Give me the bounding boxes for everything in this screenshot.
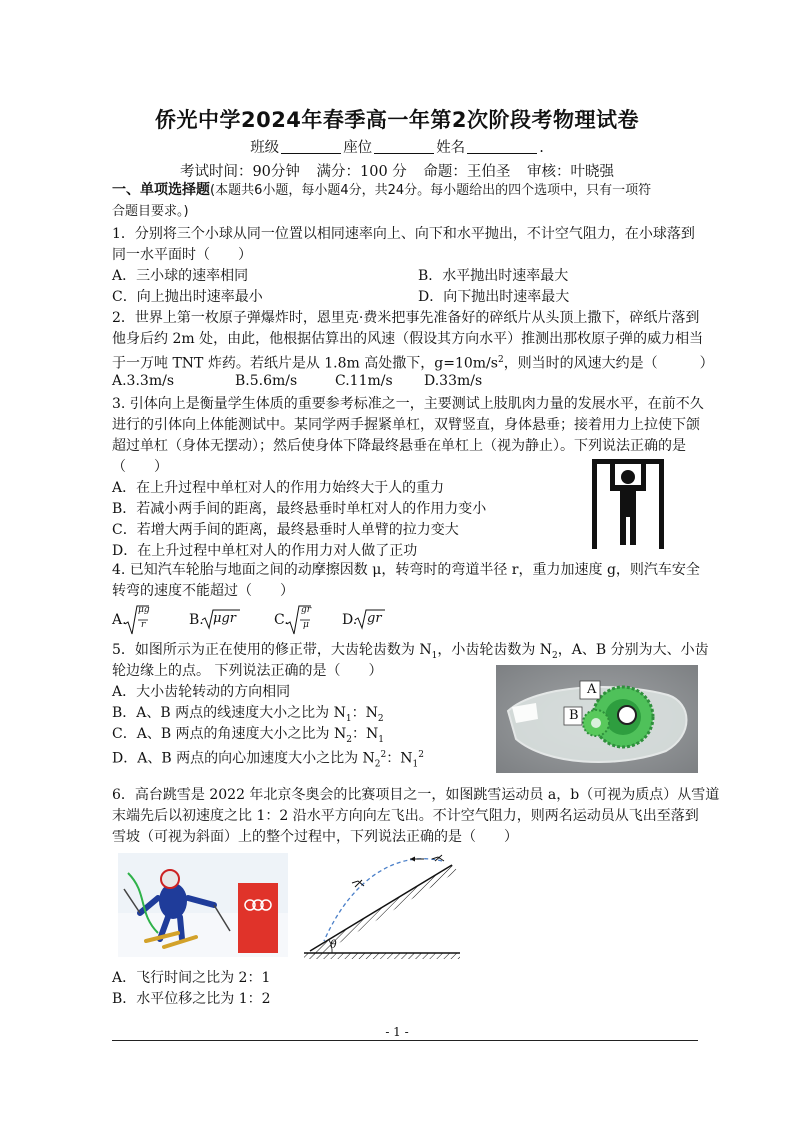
label-b: B xyxy=(569,708,579,723)
q5-option-a: A．大小齿轮转动的方向相同 xyxy=(112,684,291,700)
section-1-heading xyxy=(112,180,651,201)
q5-line1-b: ，小齿轮齿数为 N xyxy=(437,642,553,658)
q5-b-sub1: 1 xyxy=(345,713,352,724)
q4-option-d-label: D. xyxy=(342,612,358,628)
q5-d-sub2: 1 xyxy=(412,759,419,770)
footer-divider xyxy=(112,1040,698,1041)
q5-c-mid: ：N xyxy=(352,726,379,742)
angle-label: θ xyxy=(330,938,337,951)
head xyxy=(621,470,635,484)
red-flag xyxy=(238,883,278,953)
skier-helmet xyxy=(161,870,179,888)
exam-score: 满分：100 分 xyxy=(316,164,407,180)
q5-option-d xyxy=(112,745,424,775)
q6-option-a: A．飞行时间之比为 2：1 xyxy=(112,970,271,986)
section-1-note: (本题共6小题，每小题4分，共24分。每小题给出的四个选项中，只有一项符 xyxy=(210,183,652,198)
ground-hatching xyxy=(304,953,460,959)
q3-line2: 进行的引体向上体能测试中。某同学两手握紧单杠，双臂竖直，身体悬垂；接着用力上拉使下颌 xyxy=(112,417,700,433)
page-number: - 1 - xyxy=(385,1025,409,1039)
exam-title: 侨光中学2024年春季高一年第2次阶段考物理试卷 xyxy=(154,108,640,132)
q4-c-numerator: gr xyxy=(301,605,312,615)
q4-option-c-label: C. xyxy=(274,612,289,628)
q5-b-text: B．A、B 两点的线速度大小之比为 N xyxy=(112,705,346,721)
section-1-note-cont: 合题目要求。) xyxy=(112,204,189,219)
q2-line3-end: ，则当时的风速大约是（ ） xyxy=(503,355,714,372)
q4-option-a-label: A. xyxy=(112,612,127,628)
q2-line3 xyxy=(112,350,714,375)
q6-option-b: B．水平位移之比为 1：2 xyxy=(112,991,271,1007)
q5-c-text: C．A、B 两点的角速度大小之比为 N xyxy=(112,726,347,742)
q5-sub-1: 1 xyxy=(431,650,438,661)
q1-option-d: D．向下抛出时速率最大 xyxy=(418,289,570,305)
bar-post-left xyxy=(592,459,597,549)
q3-line3: 超过单杠（身体无摆动）；然后使身体下降最终悬垂在单杠上（视为静止）。下列说法正确的是 xyxy=(112,438,686,454)
section-1-title: 一、单项选择题 xyxy=(112,182,210,198)
q2-line3-text: 于一万吨 TNT 炸药。若纸片是从 1.8m 高处撒下，g=10m/s xyxy=(112,355,498,372)
student-info-line xyxy=(0,136,794,157)
q4-c-denominator: μ xyxy=(303,620,309,630)
q1-option-c: C．向上抛出时速率最小 xyxy=(112,289,263,305)
q3-line1: 3. 引体向上是衡量学生体质的重要参考标准之一，主要测试上肢肌肉力量的发展水平，在前不久 xyxy=(112,396,704,412)
q4-a-numerator: μg xyxy=(138,605,150,615)
q5-d-sup1: 2 xyxy=(380,750,387,760)
jumper-start xyxy=(432,855,444,861)
q1-line2: 同一水平面时（ ） xyxy=(112,247,252,263)
q4-a-denominator: r xyxy=(141,620,146,630)
seat-label: 座位 xyxy=(343,140,373,156)
ski-slope-diagram xyxy=(302,853,462,961)
large-gear-center xyxy=(618,706,636,724)
correction-tape-photo xyxy=(496,665,698,773)
q2-unit-sup: 2 xyxy=(497,355,504,365)
q6-line1: 6．高台跳雪是 2022 年北京冬奥会的比赛项目之一，如图跳雪运动员 a，b（可视为质点）从雪道 xyxy=(112,787,720,803)
q2-option-d: D.33m/s xyxy=(424,373,483,389)
q3-option-d: D．在上升过程中单杠对人的作用力对人做了正功 xyxy=(112,543,418,559)
q4-d-radicand: gr xyxy=(367,611,382,626)
q4-options xyxy=(112,602,412,638)
q1-option-a: A．三小球的速率相同 xyxy=(112,268,249,284)
bar-post-right xyxy=(659,459,664,549)
q5-d-sub1: 2 xyxy=(374,759,381,770)
q3-option-b: B．若减小两手间的距离，最终悬垂时单杠对人的作用力变小 xyxy=(112,501,487,517)
q2-line2: 他身后约 2m 处，由此，他根据估算出的风速（假设其方向水平）推测出那枚原子弹的威力相当 xyxy=(112,331,704,347)
label-a: A xyxy=(587,682,597,697)
correction-tape-illustration xyxy=(496,665,698,773)
q1-option-b: B．水平抛出时速率最大 xyxy=(418,268,569,284)
trajectory-dashed xyxy=(324,859,442,941)
q5-d-sup2: 2 xyxy=(418,750,424,760)
q5-c-sub1: 2 xyxy=(346,734,352,745)
left-leg xyxy=(620,515,626,545)
class-label: 班级 xyxy=(250,140,280,156)
exam-time: 考试时间：90分钟 xyxy=(179,164,300,180)
q5-d-mid: ：N xyxy=(386,750,413,767)
q1-line1: 1．分别将三个小球从同一位置以相同速率向上、向下和水平抛出，不计空气阻力，在小球落到 xyxy=(112,226,695,242)
q6-line2: 末端先后以初速度之比 1：2 沿水平方向向左飞出。不计空气阻力，则两名运动员从飞出至落到 xyxy=(112,808,699,824)
q3-option-a: A．在上升过程中单杠对人的作用力始终大于人的重力 xyxy=(112,480,445,496)
q4-line1: 4. 已知汽车轮胎与地面之间的动摩擦因数 μ，转弯时的弯道半径 r，重力加速度 g，则汽车安全 xyxy=(112,562,700,578)
q2-line1: 2．世界上第一枚原子弹爆炸时，恩里克·费米把事先准备好的碎纸片从头顶上撒下，碎纸片落到 xyxy=(112,310,700,326)
exam-reviewer: 审核：叶晓强 xyxy=(527,164,615,180)
seat-blank[interactable] xyxy=(374,139,434,154)
q2-option-b: B.5.6m/s xyxy=(235,373,298,389)
ski-jumper-photo xyxy=(118,853,288,957)
q5-sub-2: 2 xyxy=(552,650,558,661)
q5-c-sub2: 1 xyxy=(378,734,384,745)
q4-b-radicand: μgr xyxy=(213,611,236,626)
q5-line1-c: ，A、B 分别为大、小齿 xyxy=(557,642,709,658)
exam-author: 命题：王伯圣 xyxy=(423,164,511,180)
q2-option-c: C.11m/s xyxy=(335,373,393,389)
q5-b-mid: ：N xyxy=(351,705,378,721)
class-blank[interactable] xyxy=(281,139,341,154)
horizontal-bar xyxy=(592,459,664,464)
small-gear-center xyxy=(591,718,601,728)
right-leg xyxy=(630,515,636,545)
name-end: . xyxy=(539,140,544,156)
jumper-midair xyxy=(352,880,364,887)
ski-jumper-illustration xyxy=(118,853,288,957)
q5-b-sub2: 2 xyxy=(377,713,384,724)
q6-line3: 雪坡（可视为斜面）上的整个过程中，下列说法正确的是（ ） xyxy=(112,829,518,845)
q2-option-a: A.3.3m/s xyxy=(112,373,175,389)
torso xyxy=(620,489,636,517)
q5-d-text: D．A、B 两点的向心加速度大小之比为 N xyxy=(112,750,375,767)
pull-up-figure xyxy=(588,455,668,550)
q3-line4: （ ） xyxy=(112,459,168,475)
q3-option-c: C．若增大两手间的距离，最终悬垂时人单臂的拉力变大 xyxy=(112,522,459,538)
name-label: 姓名 xyxy=(436,140,466,156)
exam-meta-line xyxy=(0,160,794,181)
name-blank[interactable] xyxy=(467,139,537,154)
q4-line2: 转弯的速度不能超过（ ） xyxy=(112,583,294,599)
q4-option-b-label: B. xyxy=(189,612,204,628)
q5-line2: 轮边缘上的点。 下列说法正确的是（ ） xyxy=(112,663,383,679)
q5-line1-a: 5．如图所示为正在使用的修正带，大齿轮齿数为 N xyxy=(112,642,432,658)
